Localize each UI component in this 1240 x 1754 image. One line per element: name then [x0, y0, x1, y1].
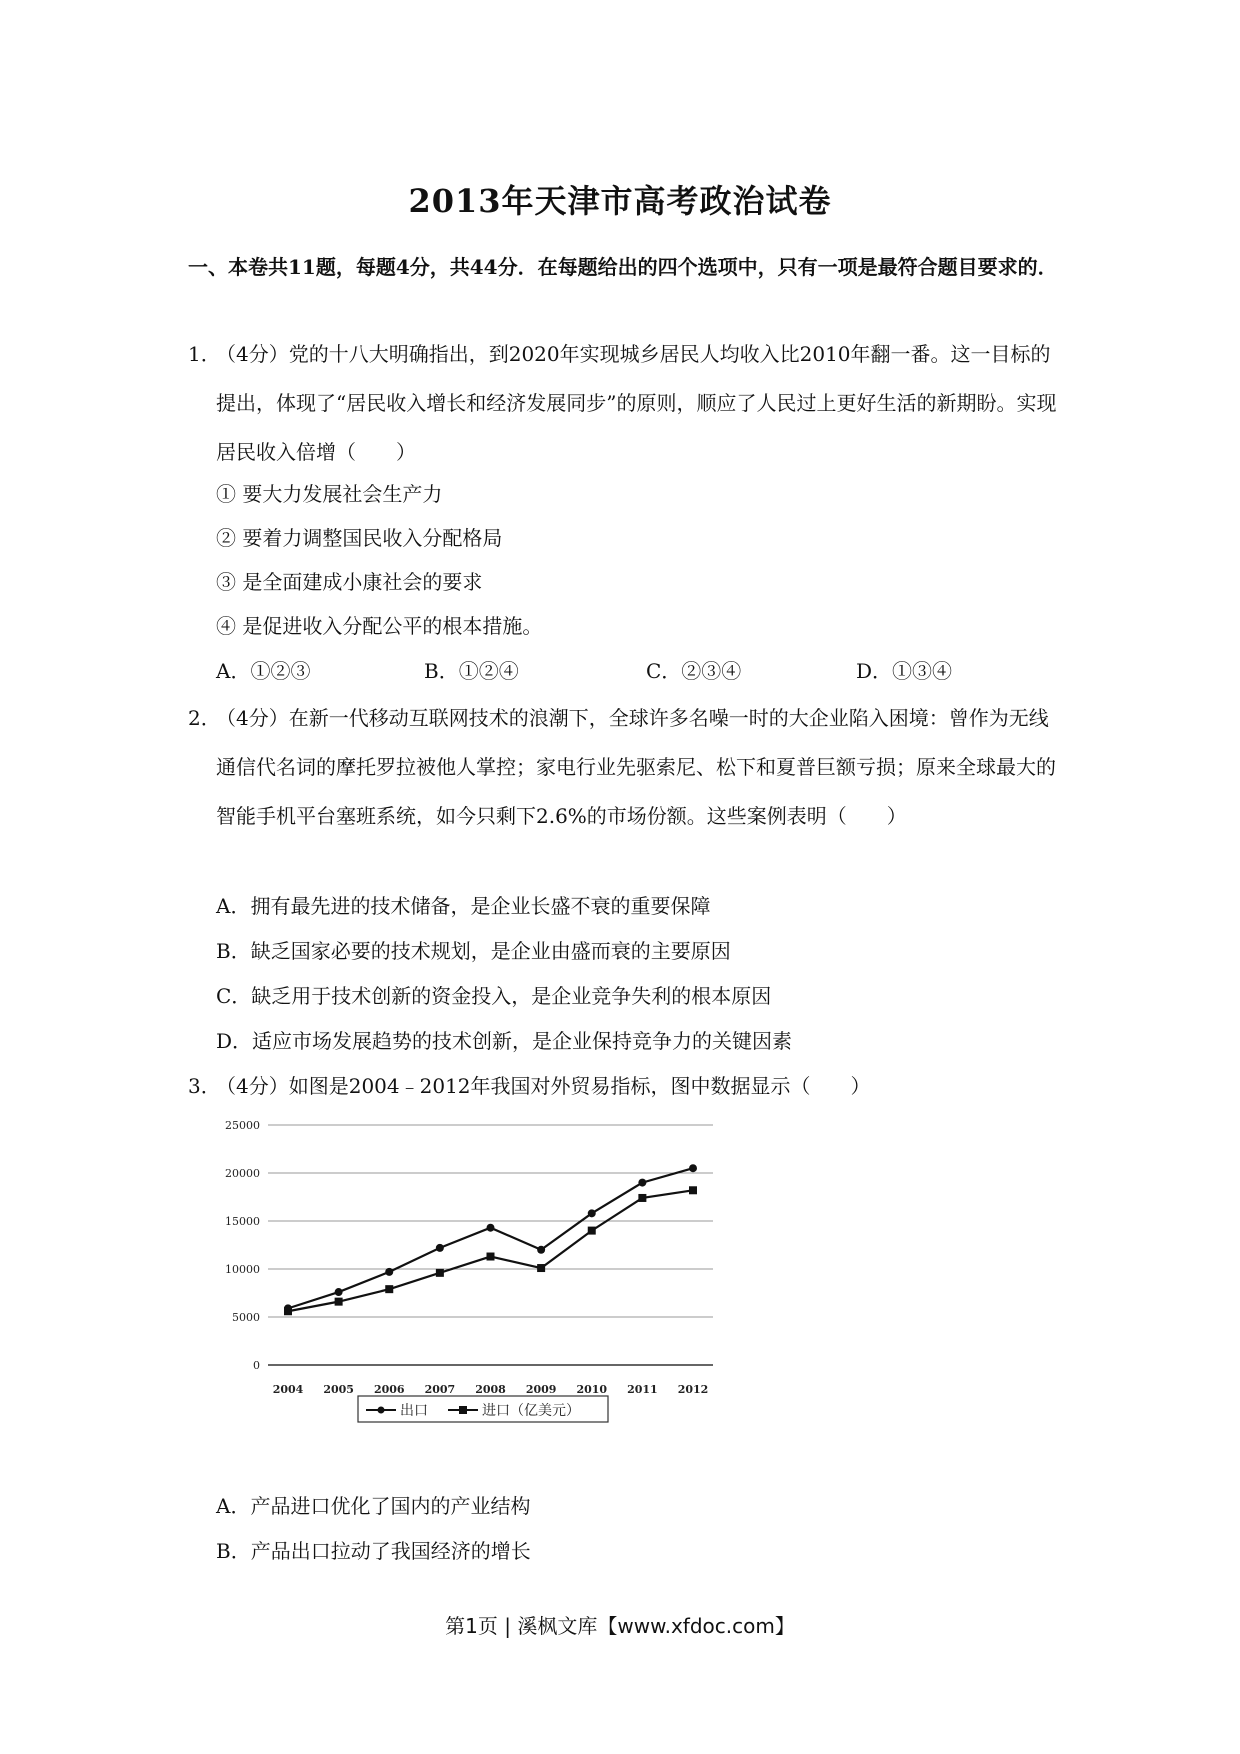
x-tick-label: 2004: [272, 1383, 304, 1396]
legend-marker-0: [378, 1407, 385, 1414]
q3-option-a[interactable]: A．产品进口优化了国内的产业结构: [216, 1494, 531, 1518]
legend-marker-1: [459, 1406, 467, 1414]
data-point: [487, 1253, 495, 1261]
q2-option-d[interactable]: D．适应市场发展趋势的技术创新，是企业保持竞争力的关键因素: [216, 1029, 793, 1053]
data-point: [385, 1268, 393, 1276]
y-tick-label: 15000: [225, 1215, 260, 1228]
section-text: 一、本卷共11题，每题4分，共44分．在每题给出的四个选项中，只有一项是最符合题目要求的．: [188, 255, 1058, 279]
series-line-0: [288, 1168, 693, 1308]
data-point: [588, 1227, 596, 1235]
y-tick-label: 0: [253, 1359, 260, 1372]
question-number: 2．: [188, 706, 221, 730]
option-d[interactable]: D．①③④: [856, 659, 953, 683]
q1-options: [216, 655, 1036, 685]
q3-option-b[interactable]: B．产品出口拉动了我国经济的增长: [216, 1539, 531, 1563]
series-line-1: [288, 1190, 693, 1311]
x-tick-label: 2008: [475, 1383, 506, 1396]
data-point: [689, 1164, 697, 1172]
x-tick-label: 2012: [677, 1383, 709, 1396]
q1-item-4: ④ 是促进收入分配公平的根本措施。: [216, 614, 543, 638]
data-point: [537, 1264, 545, 1272]
q1-item-2: ② 要着力调整国民收入分配格局: [216, 526, 503, 550]
q2-option-b[interactable]: B．缺乏国家必要的技术规划，是企业由盛而衰的主要原因: [216, 939, 731, 963]
x-tick-label: 2005: [323, 1383, 354, 1396]
page-title: 2013年天津市高考政治试卷: [408, 182, 832, 220]
question-number: 1．: [188, 342, 221, 366]
data-point: [588, 1209, 596, 1217]
q2-option-c[interactable]: C．缺乏用于技术创新的资金投入，是企业竞争失利的根本原因: [216, 984, 772, 1008]
y-tick-label: 25000: [225, 1119, 260, 1132]
data-point: [335, 1298, 343, 1306]
legend-label-0: 出口: [400, 1403, 428, 1419]
data-point: [385, 1285, 393, 1293]
option-c[interactable]: C．②③④: [646, 659, 742, 683]
data-point: [689, 1186, 697, 1194]
trade-line-chart: [208, 1110, 728, 1440]
data-point: [284, 1307, 292, 1315]
question-text: （4分）党的十八大明确指出，到2020年实现城乡居民人均收入比2010年翻一番。这一目标的提出，体现了“居民收入增长和经济发展同步”的原则，顺应了人民过上更好生活的新期盼。实现居民收入倍增（ ）: [216, 342, 1057, 464]
option-b[interactable]: B．①②④: [424, 659, 519, 683]
x-tick-label: 2010: [576, 1383, 608, 1396]
section-heading: [188, 242, 1068, 292]
question-text: （4分）在新一代移动互联网技术的浪潮下，全球许多名噪一时的大企业陷入困境：曾作为无线通信代名词的摩托罗拉被他人掌控；家电行业先驱索尼、松下和夏普巨额亏损；原来全球最大的智能手机平台塞班系统，如今只剩下2.6%的市场份额。这些案例表明（ ）: [216, 706, 1056, 828]
y-tick-label: 20000: [225, 1167, 260, 1180]
q1-item-3: ③ 是全面建成小康社会的要求: [216, 570, 483, 594]
legend-label-1: 进口（亿美元）: [482, 1403, 580, 1419]
q1-item-1: ① 要大力发展社会生产力: [216, 482, 443, 506]
question-2: [188, 694, 1068, 841]
x-tick-label: 2011: [627, 1383, 658, 1396]
data-point: [436, 1244, 444, 1252]
x-tick-label: 2006: [373, 1383, 405, 1396]
y-tick-label: 10000: [225, 1263, 260, 1276]
data-point: [537, 1246, 545, 1254]
y-tick-label: 5000: [232, 1311, 260, 1324]
x-tick-label: 2007: [424, 1383, 456, 1396]
q2-option-a[interactable]: A．拥有最先进的技术储备，是企业长盛不衰的重要保障: [216, 894, 711, 918]
page-footer: 第1页 | 溪枫文库【www.xfdoc.com】: [445, 1614, 795, 1638]
option-a[interactable]: A．①②③: [216, 659, 311, 683]
data-point: [335, 1288, 343, 1296]
data-point: [487, 1224, 495, 1232]
q3-number: 3．: [188, 1074, 221, 1098]
q3-text: （4分）如图是2004﹣2012年我国对外贸易指标，图中数据显示（ ）: [216, 1074, 871, 1098]
data-point: [638, 1179, 646, 1187]
x-tick-label: 2009: [525, 1383, 557, 1396]
question-1: [188, 330, 1068, 477]
data-point: [436, 1269, 444, 1277]
data-point: [638, 1194, 646, 1202]
